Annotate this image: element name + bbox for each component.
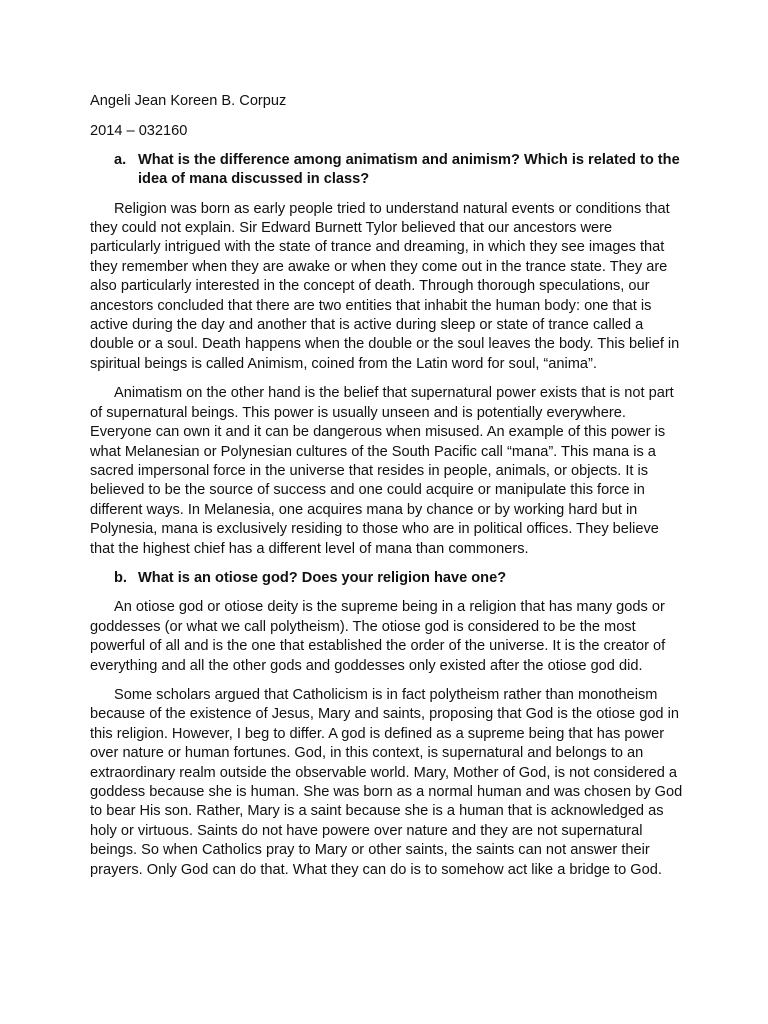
answer-b-paragraph-1: An otiose god or otiose deity is the supreme being in a religion that has many gods or goddesses (or what we call polytheism). The otiose god is considered to be the most powerful of all and is the one that established the order of the universe. It is the creator of everything and all the other gods and goddesses only existed after the otiose god did.	[90, 599, 666, 674]
question-b-marker: b.	[114, 569, 127, 586]
question-a-marker: a.	[114, 151, 127, 168]
document-page	[90, 92, 685, 890]
question-b-text: What is an otiose god? Does your religion have one?	[138, 569, 507, 586]
question-b	[90, 569, 685, 588]
question-a	[90, 151, 685, 190]
answer-b-paragraph-2: Some scholars argued that Catholicism is in fact polytheism rather than monotheism because of the existence of Jesus, Mary and saints, proposing that God is the otiose god in this religion. However, I beg to differ. A god is defined as a supreme being that has power over nature or human fortunes. God, in this context, is supernatural and belongs to an extraordinary realm outside the observable world. Mary, Mother of God, is not considered a goddess because she is human. She was born as a normal human and was chosen by God to bear His son. Rather, Mary is a saint because she is a human that is acknowledged as holy or virtuous. Saints do not have powere over nature and they are not supernatural beings. So when Catholics pray to Mary or other saints, the saints can not answer their prayers. Only God can do that. What they can do is to somehow act like a bridge to God.	[90, 686, 683, 878]
author-name: Angeli Jean Koreen B. Corpuz	[90, 93, 287, 109]
answer-a-paragraph-1: Religion was born as early people tried to understand natural events or conditions that they could not explain. Sir Edward Burnett Tylor believed that our ancestors were particularly intrigued with the state of trance and dreaming, in which they see images that they remember when they are awake or when they come out in the trance state. They are also particularly interested in the concept of death. Through thorough speculations, our ancestors concluded that there are two entities that inhabit the human body: one that is active during the day and another that is active during sleep or state of trance called a double or a soul. Death happens when the double or the soul leaves the body. This belief in spiritual beings is called Animism, coined from the Latin word for soul, “anima”.	[90, 200, 680, 372]
student-id: 2014 – 032160	[90, 123, 188, 140]
question-a-text: What is the difference among animatism and animism? Which is related to the idea of mana discussed in class?	[138, 151, 680, 188]
answer-a-paragraph-2: Animatism on the other hand is the belief that supernatural power exists that is not part of supernatural beings. This power is usually unseen and is potentially everywhere. Everyone can own it and it can be dangerous when misused. An example of this power is what Melanesian or Polynesian cultures of the South Pacific call “mana”. This mana is a sacred impersonal force in the universe that resides in people, animals, or objects. It is believed to be the source of success and one could acquire or manipulate this force in different ways. In Melanesia, one acquires mana by chance or by working hard but in Polynesia, mana is exclusively residing to those who are in political offices. They believe that the highest chief has a different level of mana than commoners.	[90, 385, 674, 557]
